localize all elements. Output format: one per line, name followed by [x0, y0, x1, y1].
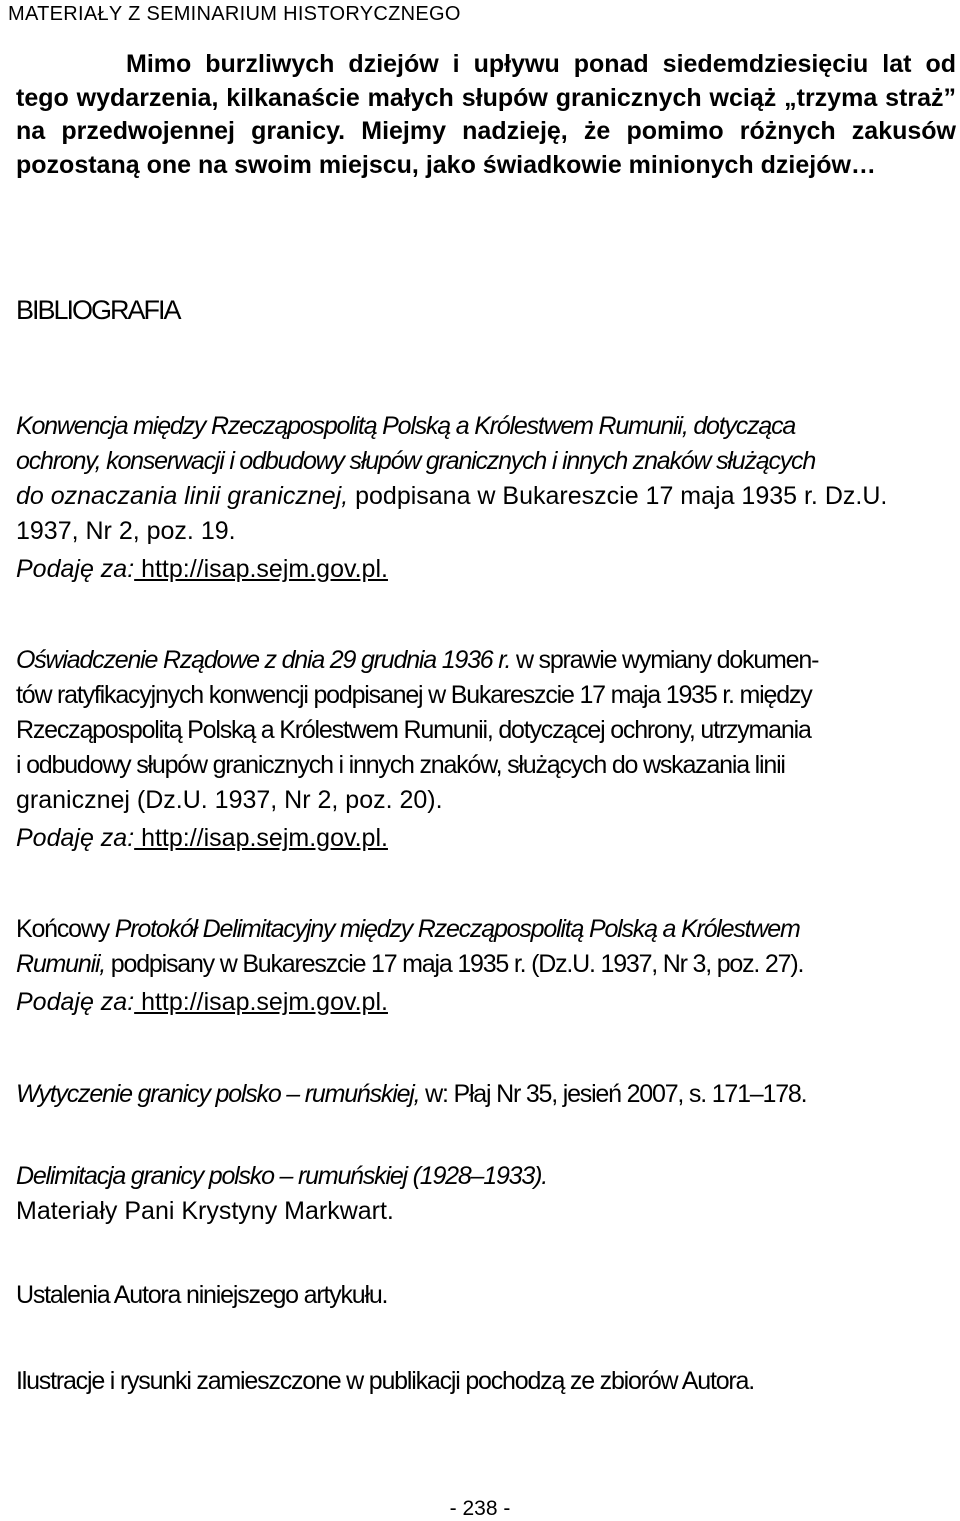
- bibliography-entry-convention: [16, 409, 956, 587]
- running-header: MATERIAŁY Z SEMINARIUM HISTORYCZNEGO: [8, 3, 461, 25]
- entry-line: [16, 643, 956, 678]
- entry-details: w sprawie wymiany dokumen-: [510, 646, 819, 674]
- entry-line: Materiały Pani Krystyny Markwart.: [16, 1197, 394, 1225]
- entry-line: Ilustracje i rysunki zamieszczone w publikacji pochodzą ze zbiorów Autora.: [16, 1367, 754, 1395]
- source-link[interactable]: http://isap.sejm.gov.pl.: [134, 555, 388, 583]
- source-link[interactable]: http://isap.sejm.gov.pl.: [134, 988, 388, 1016]
- source-prefix: Podaję za:: [16, 988, 135, 1016]
- entry-details: w: Płaj Nr 35, jesień 2007, s. 171–178.: [419, 1080, 807, 1108]
- entry-source: [16, 821, 956, 856]
- entry-line: [16, 947, 956, 982]
- entry-line: [16, 1159, 956, 1194]
- bibliography-entry-illustrations: [16, 1364, 956, 1399]
- entry-line: Ustalenia Autora niniejszego artykułu.: [16, 1281, 388, 1309]
- entry-details: podpisana w Bukareszcie 17 maja 1935 r. Dz.U.: [348, 482, 888, 510]
- entry-line: i odbudowy słupów granicznych i innych znaków, służących do wskazania linii: [16, 751, 785, 779]
- bibliography-entry-plaj: [16, 1077, 956, 1112]
- entry-line: [16, 409, 956, 444]
- bibliography-entry-protocol: [16, 912, 956, 1020]
- intro-text: Mimo burzliwych dziejów i upływu ponad siedemdziesięciu lat od tego wydarzenia, kilkanaście małych słupów granicznych wciąż „trzyma straż” na przedwojennej granicy. Miejmy nadzieję, że pomimo różnych zakusów pozostaną one na swoim miejscu, jako świadkowie minionych dziejów…: [16, 50, 956, 179]
- entry-source: [16, 985, 956, 1020]
- entry-line: [16, 1077, 956, 1112]
- intro-paragraph: [16, 48, 956, 182]
- entry-prefix: Końcowy: [16, 915, 115, 943]
- entry-title: ochrony, konserwacji i odbudowy słupów granicznych i innych znaków służących: [16, 447, 816, 475]
- source-link[interactable]: http://isap.sejm.gov.pl.: [134, 824, 388, 852]
- entry-title: Protokół Delimitacyjny między Rzecząpospolitą Polską a Królestwem: [114, 915, 800, 943]
- entry-details: podpisany w Bukareszcie 17 maja 1935 r. (Dz.U. 1937, Nr 3, poz. 27).: [105, 950, 804, 978]
- page-number: - 238 -: [449, 1497, 511, 1520]
- bibliography-entry-delimitation: [16, 1159, 956, 1229]
- entry-title: Konwencja między Rzecząpospolitą Polską a Królestwem Rumunii, dotycząca: [16, 412, 796, 440]
- source-prefix: Podaję za:: [16, 824, 135, 852]
- entry-title: do oznaczania linii granicznej,: [16, 482, 349, 510]
- entry-line: tów ratyfikacyjnych konwencji podpisanej w Bukareszcie 17 maja 1935 r. między: [16, 681, 812, 709]
- entry-line: [16, 444, 956, 479]
- bibliography-entry-government-statement: [16, 643, 956, 856]
- bibliography-heading: BIBLIOGRAFIA: [16, 295, 180, 325]
- entry-title: Rumunii,: [16, 950, 106, 978]
- source-prefix: Podaję za:: [16, 555, 135, 583]
- entry-line: Rzecząpospolitą Polską a Królestwem Rumunii, dotyczącej ochrony, utrzymania: [16, 716, 811, 744]
- entry-line: 1937, Nr 2, poz. 19.: [16, 517, 236, 545]
- entry-line: [16, 912, 956, 947]
- entry-source: [16, 552, 956, 587]
- entry-title: Wytyczenie granicy polsko – rumuńskiej,: [16, 1080, 420, 1108]
- entry-line: granicznej (Dz.U. 1937, Nr 2, poz. 20).: [16, 786, 443, 814]
- entry-title: Oświadczenie Rządowe z dnia 29 grudnia 1936 r.: [16, 646, 511, 674]
- entry-title: Delimitacja granicy polsko – rumuńskiej (1928–1933).: [16, 1162, 547, 1190]
- entry-line: [16, 479, 956, 514]
- bibliography-entry-author-findings: [16, 1278, 956, 1313]
